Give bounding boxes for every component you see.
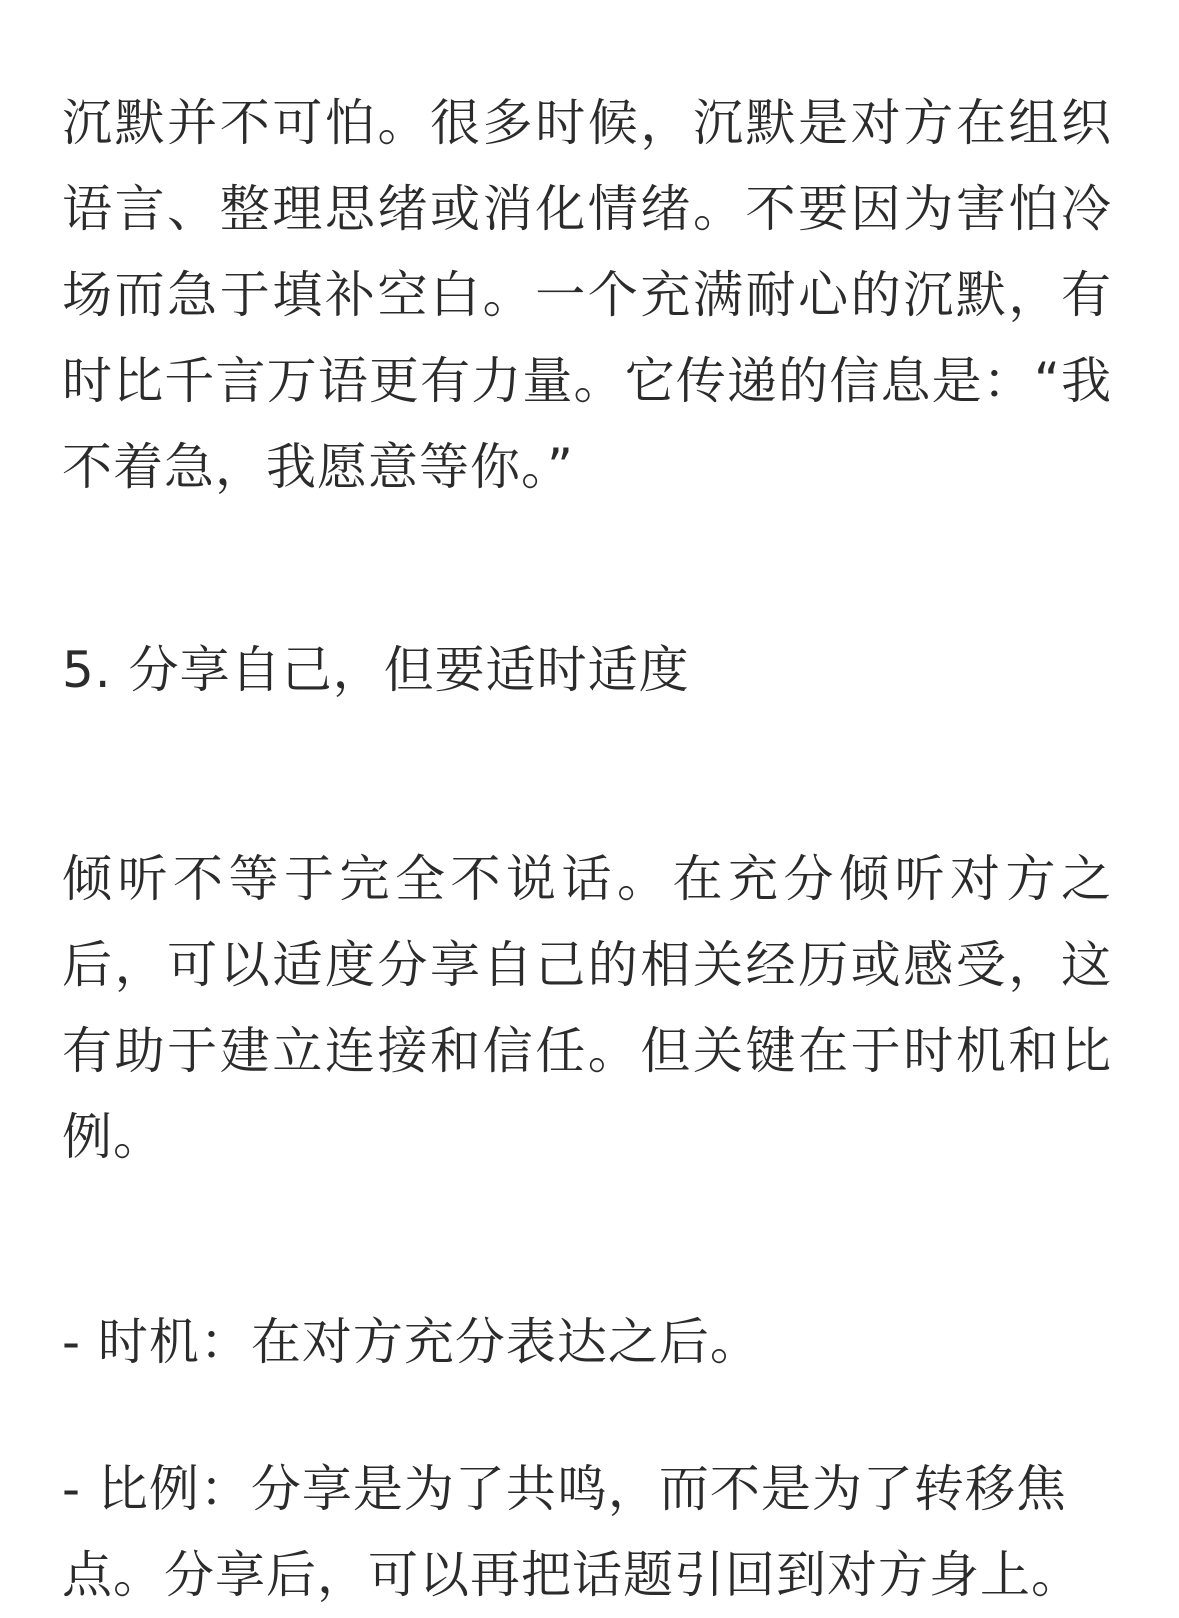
- section-heading: 5. 分享自己，但要适时适度: [62, 641, 690, 699]
- paragraph-silence: 沉默并不可怕。很多时候，沉默是对方在组织语言、整理思绪或消化情绪。不要因为害怕冷场而急于填补空白。一个充满耐心的沉默，有时比千言万语更有力量。它传递的信息是：“我不着急，我愿意等你。”: [62, 94, 1112, 496]
- bullet-ratio: - 比例：分享是为了共鸣，而不是为了转移焦点。分享后，可以再把话题引回到对方身上。: [62, 1460, 1082, 1604]
- paragraph-sharing: 倾听不等于完全不说话。在充分倾听对方之后，可以适度分享自己的相关经历或感受，这有助于建立连接和信任。但关键在于时机和比例。: [62, 850, 1112, 1166]
- bullet-timing: - 时机：在对方充分表达之后。: [62, 1313, 761, 1371]
